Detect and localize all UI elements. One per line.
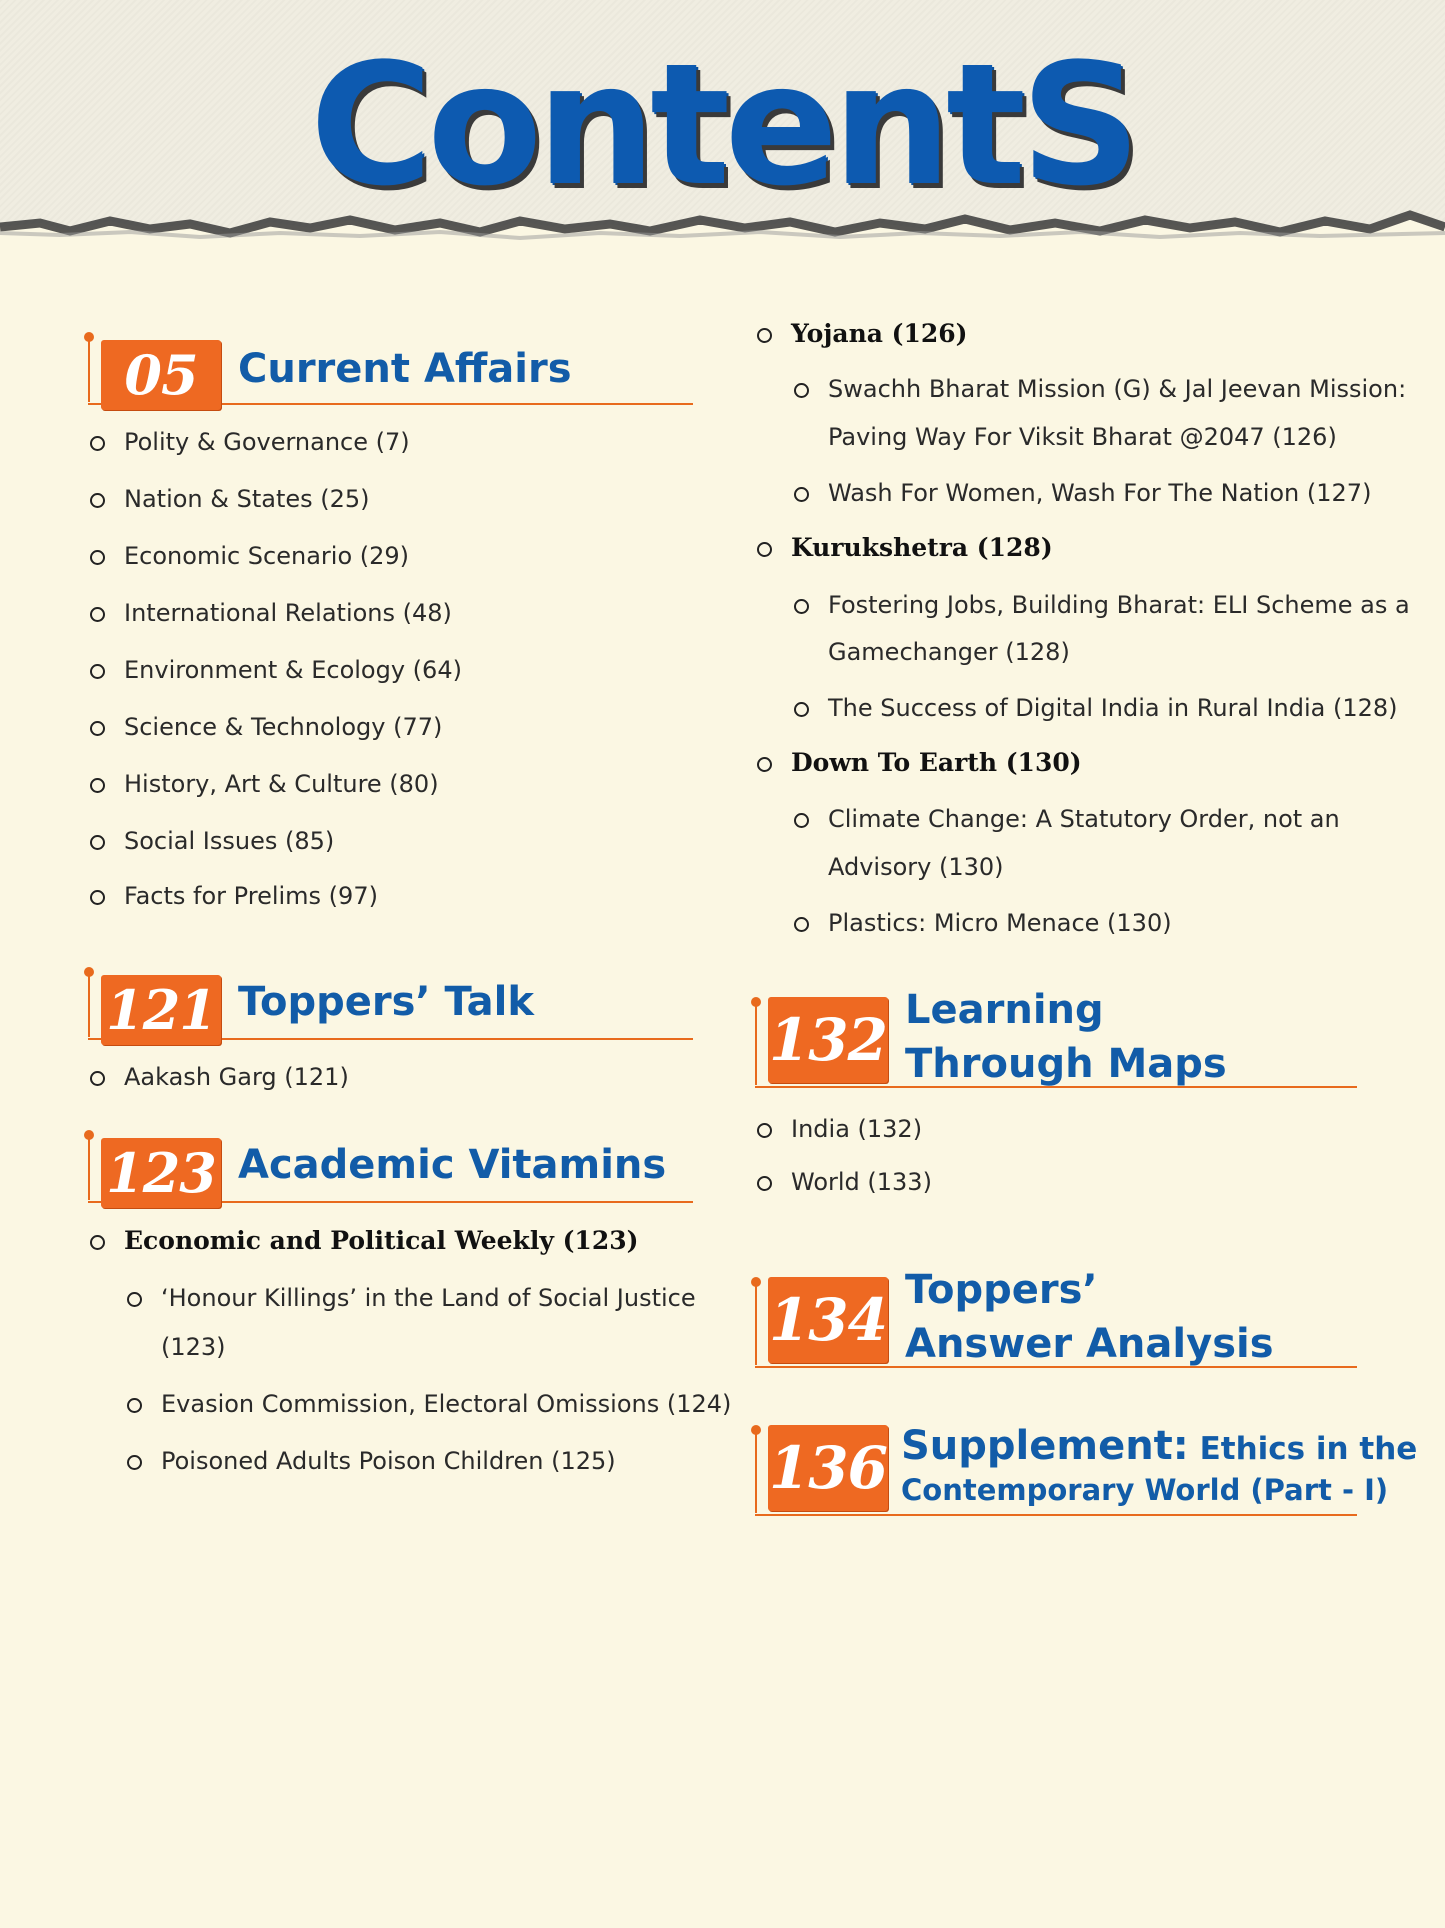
section-title-line1: Learning bbox=[905, 987, 1104, 1033]
item-label: Aakash Garg (121) bbox=[124, 1063, 349, 1091]
bullet-icon bbox=[90, 1235, 105, 1250]
page-number-badge: 136 bbox=[768, 1425, 888, 1511]
header-rule-vertical bbox=[88, 1136, 90, 1200]
page-title: ContentS bbox=[309, 27, 1136, 223]
bullet-icon bbox=[794, 813, 809, 828]
bullet-icon bbox=[757, 757, 772, 772]
item-label: Fostering Jobs, Building Bharat: ELI Scheme as a bbox=[828, 591, 1410, 619]
item-label: (123) bbox=[161, 1333, 226, 1361]
section-header bbox=[88, 1118, 693, 1203]
header-band bbox=[0, 0, 1445, 232]
page-number-badge: 121 bbox=[101, 975, 221, 1045]
header-rule-vertical bbox=[755, 1431, 757, 1513]
bullet-icon bbox=[127, 1292, 142, 1307]
header-rule-vertical bbox=[88, 973, 90, 1037]
bullet-icon bbox=[794, 383, 809, 398]
section-title: Academic Vitamins bbox=[238, 1142, 667, 1188]
bullet-icon bbox=[794, 487, 809, 502]
section-title-sub: Ethics in the bbox=[1188, 1431, 1418, 1467]
item-label: Evasion Commission, Electoral Omissions (124) bbox=[161, 1390, 732, 1418]
page-number-badge: 132 bbox=[768, 997, 888, 1083]
bullet-icon bbox=[794, 917, 809, 932]
item-label: Gamechanger (128) bbox=[828, 638, 1070, 666]
bullet-icon bbox=[90, 835, 105, 850]
item-label: International Relations (48) bbox=[124, 599, 452, 627]
item-label: Wash For Women, Wash For The Nation (127) bbox=[828, 479, 1372, 507]
bullet-icon bbox=[90, 493, 105, 508]
torn-paper-edge bbox=[0, 205, 1445, 265]
section-header bbox=[755, 1413, 1418, 1516]
section-title-line2: Answer Analysis bbox=[905, 1321, 1274, 1367]
item-label: Swachh Bharat Mission (G) & Jal Jeevan Mission: bbox=[828, 375, 1407, 403]
bullet-icon bbox=[127, 1398, 142, 1413]
section-academic-vitamins bbox=[88, 1118, 693, 1203]
section-supplement bbox=[755, 1413, 1418, 1516]
section-title: Current Affairs bbox=[238, 346, 572, 392]
bullet-icon bbox=[90, 778, 105, 793]
bullet-icon bbox=[90, 721, 105, 736]
bullet-icon bbox=[127, 1455, 142, 1470]
item-label: Down To Earth (130) bbox=[791, 748, 1082, 777]
section-current-affairs bbox=[88, 320, 693, 405]
bullet-icon bbox=[90, 607, 105, 622]
item-label: Kurukshetra (128) bbox=[791, 533, 1053, 562]
bullet-icon bbox=[90, 890, 105, 905]
header-rule-vertical bbox=[755, 1283, 757, 1365]
item-label: Social Issues (85) bbox=[124, 827, 335, 855]
item-label: Paving Way For Viksit Bharat @2047 (126) bbox=[828, 423, 1337, 451]
item-label: History, Art & Culture (80) bbox=[124, 770, 439, 798]
item-label: World (133) bbox=[791, 1168, 932, 1196]
header-rule-vertical bbox=[755, 1003, 757, 1085]
item-label: ‘Honour Killings’ in the Land of Social Justice bbox=[161, 1284, 696, 1312]
item-label: Nation & States (25) bbox=[124, 485, 370, 513]
page-number-badge: 05 bbox=[101, 340, 221, 410]
item-label: India (132) bbox=[791, 1115, 923, 1143]
item-label: Climate Change: A Statutory Order, not an bbox=[828, 805, 1340, 833]
bullet-icon bbox=[757, 328, 772, 343]
item-label: Poisoned Adults Poison Children (125) bbox=[161, 1447, 616, 1475]
item-label: The Success of Digital India in Rural India (128) bbox=[828, 694, 1398, 722]
header-rule-vertical bbox=[88, 338, 90, 402]
bullet-icon bbox=[794, 599, 809, 614]
page-number-badge: 134 bbox=[768, 1277, 888, 1363]
section-header bbox=[88, 320, 693, 405]
item-label: Advisory (130) bbox=[828, 853, 1004, 881]
section-answer-analysis bbox=[755, 1265, 1357, 1368]
section-header bbox=[88, 955, 693, 1040]
bullet-icon bbox=[757, 1123, 772, 1138]
section-title: Toppers’ Talk bbox=[238, 979, 534, 1025]
bullet-icon bbox=[90, 664, 105, 679]
item-label: Economic Scenario (29) bbox=[124, 542, 410, 570]
item-label: Environment & Ecology (64) bbox=[124, 656, 462, 684]
bullet-icon bbox=[90, 436, 105, 451]
bullet-icon bbox=[757, 542, 772, 557]
item-label: Facts for Prelims (97) bbox=[124, 882, 378, 910]
item-label: Plastics: Micro Menace (130) bbox=[828, 909, 1172, 937]
item-label: Polity & Governance (7) bbox=[124, 428, 410, 456]
section-header bbox=[755, 985, 1357, 1088]
section-toppers-talk bbox=[88, 955, 693, 1040]
section-title-main: Supplement: bbox=[901, 1423, 1189, 1469]
item-label: Science & Technology (77) bbox=[124, 713, 443, 741]
bullet-icon bbox=[757, 1176, 772, 1191]
section-header bbox=[755, 1265, 1357, 1368]
bullet-icon bbox=[794, 702, 809, 717]
bullet-icon bbox=[90, 1071, 105, 1086]
page-number-badge: 123 bbox=[101, 1138, 221, 1208]
section-learning-through-maps bbox=[755, 985, 1357, 1088]
item-label: Economic and Political Weekly (123) bbox=[124, 1226, 639, 1255]
section-title-line1: Toppers’ bbox=[905, 1267, 1098, 1313]
section-title-line2: Through Maps bbox=[905, 1041, 1227, 1087]
bullet-icon bbox=[90, 550, 105, 565]
section-title-line2: Contemporary World (Part - I) bbox=[901, 1473, 1389, 1507]
item-label: Yojana (126) bbox=[791, 319, 968, 348]
